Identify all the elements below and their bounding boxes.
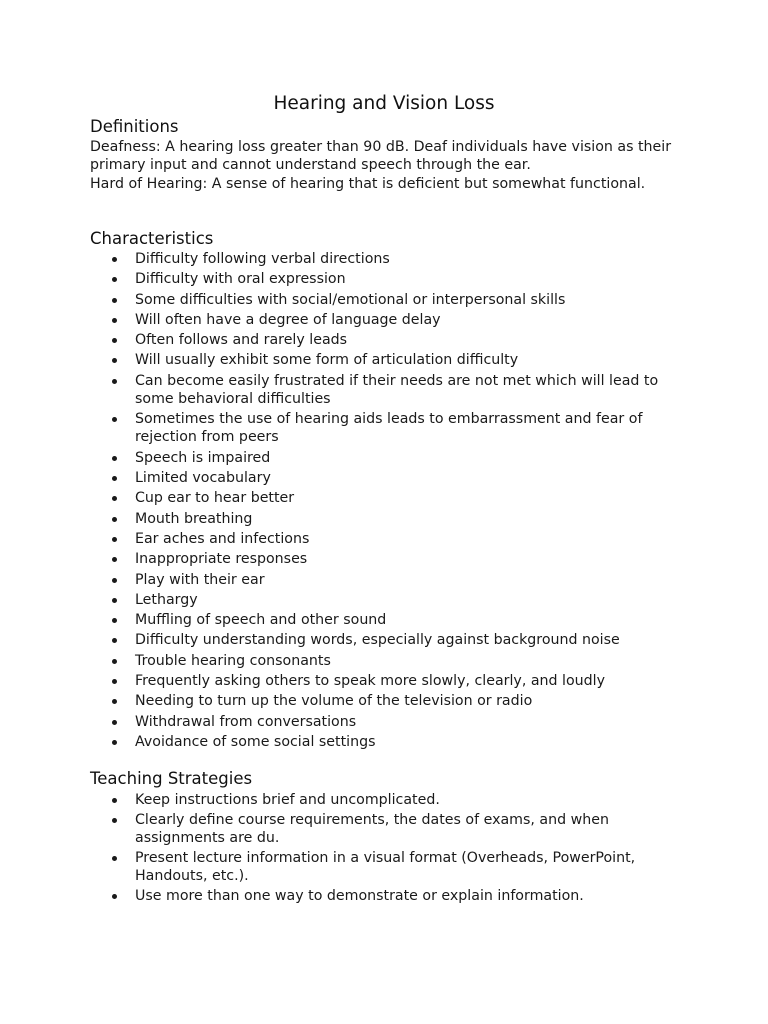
list-item-text: Frequently asking others to speak more slowly, clearly, and loudly — [135, 673, 606, 690]
list-item-text: Will often have a degree of language delay — [135, 311, 441, 328]
characteristic-item — [90, 311, 690, 329]
bullet-icon — [112, 894, 117, 899]
characteristic-item — [90, 250, 690, 268]
list-item-text: Difficulty with oral expression — [135, 271, 346, 288]
bullet-icon — [112, 358, 117, 363]
teaching-strategies-list — [90, 791, 690, 907]
characteristics-list — [90, 250, 690, 753]
list-item-text: Will usually exhibit some form of articulation difficulty — [135, 352, 519, 369]
list-item-text: Muffling of speech and other sound — [135, 612, 387, 629]
bullet-icon — [112, 496, 117, 501]
definition-deafness: Deafness: A hearing loss greater than 90 dB. Deaf individuals have vision as their primary input and cannot understand speech through the ear. — [90, 139, 672, 174]
characteristic-item — [90, 713, 690, 731]
list-item-text: Avoidance of some social settings — [135, 733, 376, 750]
characteristic-item — [90, 530, 690, 548]
list-item-text: Lethargy — [135, 591, 198, 608]
bullet-icon — [112, 318, 117, 323]
characteristic-item — [90, 372, 690, 408]
characteristic-item — [90, 591, 690, 609]
characteristic-item — [90, 631, 690, 649]
characteristic-item — [90, 611, 690, 629]
list-item-text: Mouth breathing — [135, 510, 253, 527]
bullet-icon — [112, 618, 117, 623]
list-item-text: Inappropriate responses — [135, 551, 308, 568]
list-item-text: Use more than one way to demonstrate or explain information. — [135, 888, 584, 905]
characteristic-item — [90, 510, 690, 528]
characteristic-item — [90, 469, 690, 487]
list-item-text: Withdrawal from conversations — [135, 713, 357, 730]
characteristic-item — [90, 270, 690, 288]
teaching-strategies-heading: Teaching Strategies — [90, 769, 253, 788]
bullet-icon — [112, 298, 117, 303]
characteristic-item — [90, 733, 690, 751]
bullet-icon — [112, 476, 117, 481]
definitions-heading: Definitions — [90, 117, 179, 136]
characteristic-item — [90, 652, 690, 670]
bullet-icon — [112, 679, 117, 684]
bullet-icon — [112, 720, 117, 725]
list-item-text: Difficulty following verbal directions — [135, 251, 390, 267]
list-item-text: Trouble hearing consonants — [135, 652, 331, 669]
bullet-icon — [112, 338, 117, 343]
bullet-icon — [112, 659, 117, 664]
list-item-text: Clearly define course requirements, the dates of exams, and when assignments are du. — [135, 812, 609, 847]
bullet-icon — [112, 379, 117, 384]
list-item-text: Present lecture information in a visual format (Overheads, PowerPoint, Handouts, etc.). — [135, 850, 636, 885]
list-item-text: Cup ear to hear better — [135, 490, 295, 507]
bullet-icon — [112, 517, 117, 522]
bullet-icon — [112, 818, 117, 823]
bullet-icon — [112, 417, 117, 422]
bullet-icon — [112, 537, 117, 542]
characteristic-item — [90, 291, 690, 309]
characteristic-item — [90, 692, 690, 710]
bullet-icon — [112, 257, 117, 262]
teaching-strategy-item — [90, 887, 690, 905]
characteristic-item — [90, 351, 690, 369]
bullet-icon — [112, 699, 117, 704]
characteristics-heading: Characteristics — [90, 229, 214, 248]
list-item-text: Sometimes the use of hearing aids leads to embarrassment and fear of rejection from peers — [135, 411, 643, 446]
bullet-icon — [112, 856, 117, 861]
list-item-text: Can become easily frustrated if their needs are not met which will lead to some behavioral difficulties — [135, 372, 659, 407]
definition-hard-of-hearing: Hard of Hearing: A sense of hearing that is deficient but somewhat functional. — [90, 176, 646, 192]
bullet-icon — [112, 277, 117, 282]
characteristic-item — [90, 672, 690, 690]
list-item-text: Ear aches and infections — [135, 530, 310, 547]
characteristic-item — [90, 449, 690, 467]
teaching-strategy-item — [90, 791, 690, 809]
list-item-text: Limited vocabulary — [135, 470, 271, 487]
characteristic-item — [90, 571, 690, 589]
list-item-text: Needing to turn up the volume of the television or radio — [135, 693, 533, 710]
list-item-text: Some difficulties with social/emotional or interpersonal skills — [135, 291, 566, 308]
bullet-icon — [112, 740, 117, 745]
list-item-text: Play with their ear — [135, 571, 265, 588]
characteristic-item — [90, 550, 690, 568]
bullet-icon — [112, 598, 117, 603]
list-item-text: Speech is impaired — [135, 449, 271, 466]
bullet-icon — [112, 557, 117, 562]
teaching-strategy-item — [90, 849, 690, 885]
document-title: Hearing and Vision Loss — [273, 93, 495, 114]
list-item-text: Often follows and rarely leads — [135, 332, 348, 349]
bullet-icon — [112, 638, 117, 643]
bullet-icon — [112, 798, 117, 803]
bullet-icon — [112, 578, 117, 583]
list-item-text: Keep instructions brief and uncomplicated. — [135, 792, 440, 808]
characteristic-item — [90, 489, 690, 507]
bullet-icon — [112, 456, 117, 461]
characteristic-item — [90, 410, 690, 446]
list-item-text: Difficulty understanding words, especially against background noise — [135, 632, 620, 649]
teaching-strategy-item — [90, 811, 690, 847]
characteristic-item — [90, 331, 690, 349]
